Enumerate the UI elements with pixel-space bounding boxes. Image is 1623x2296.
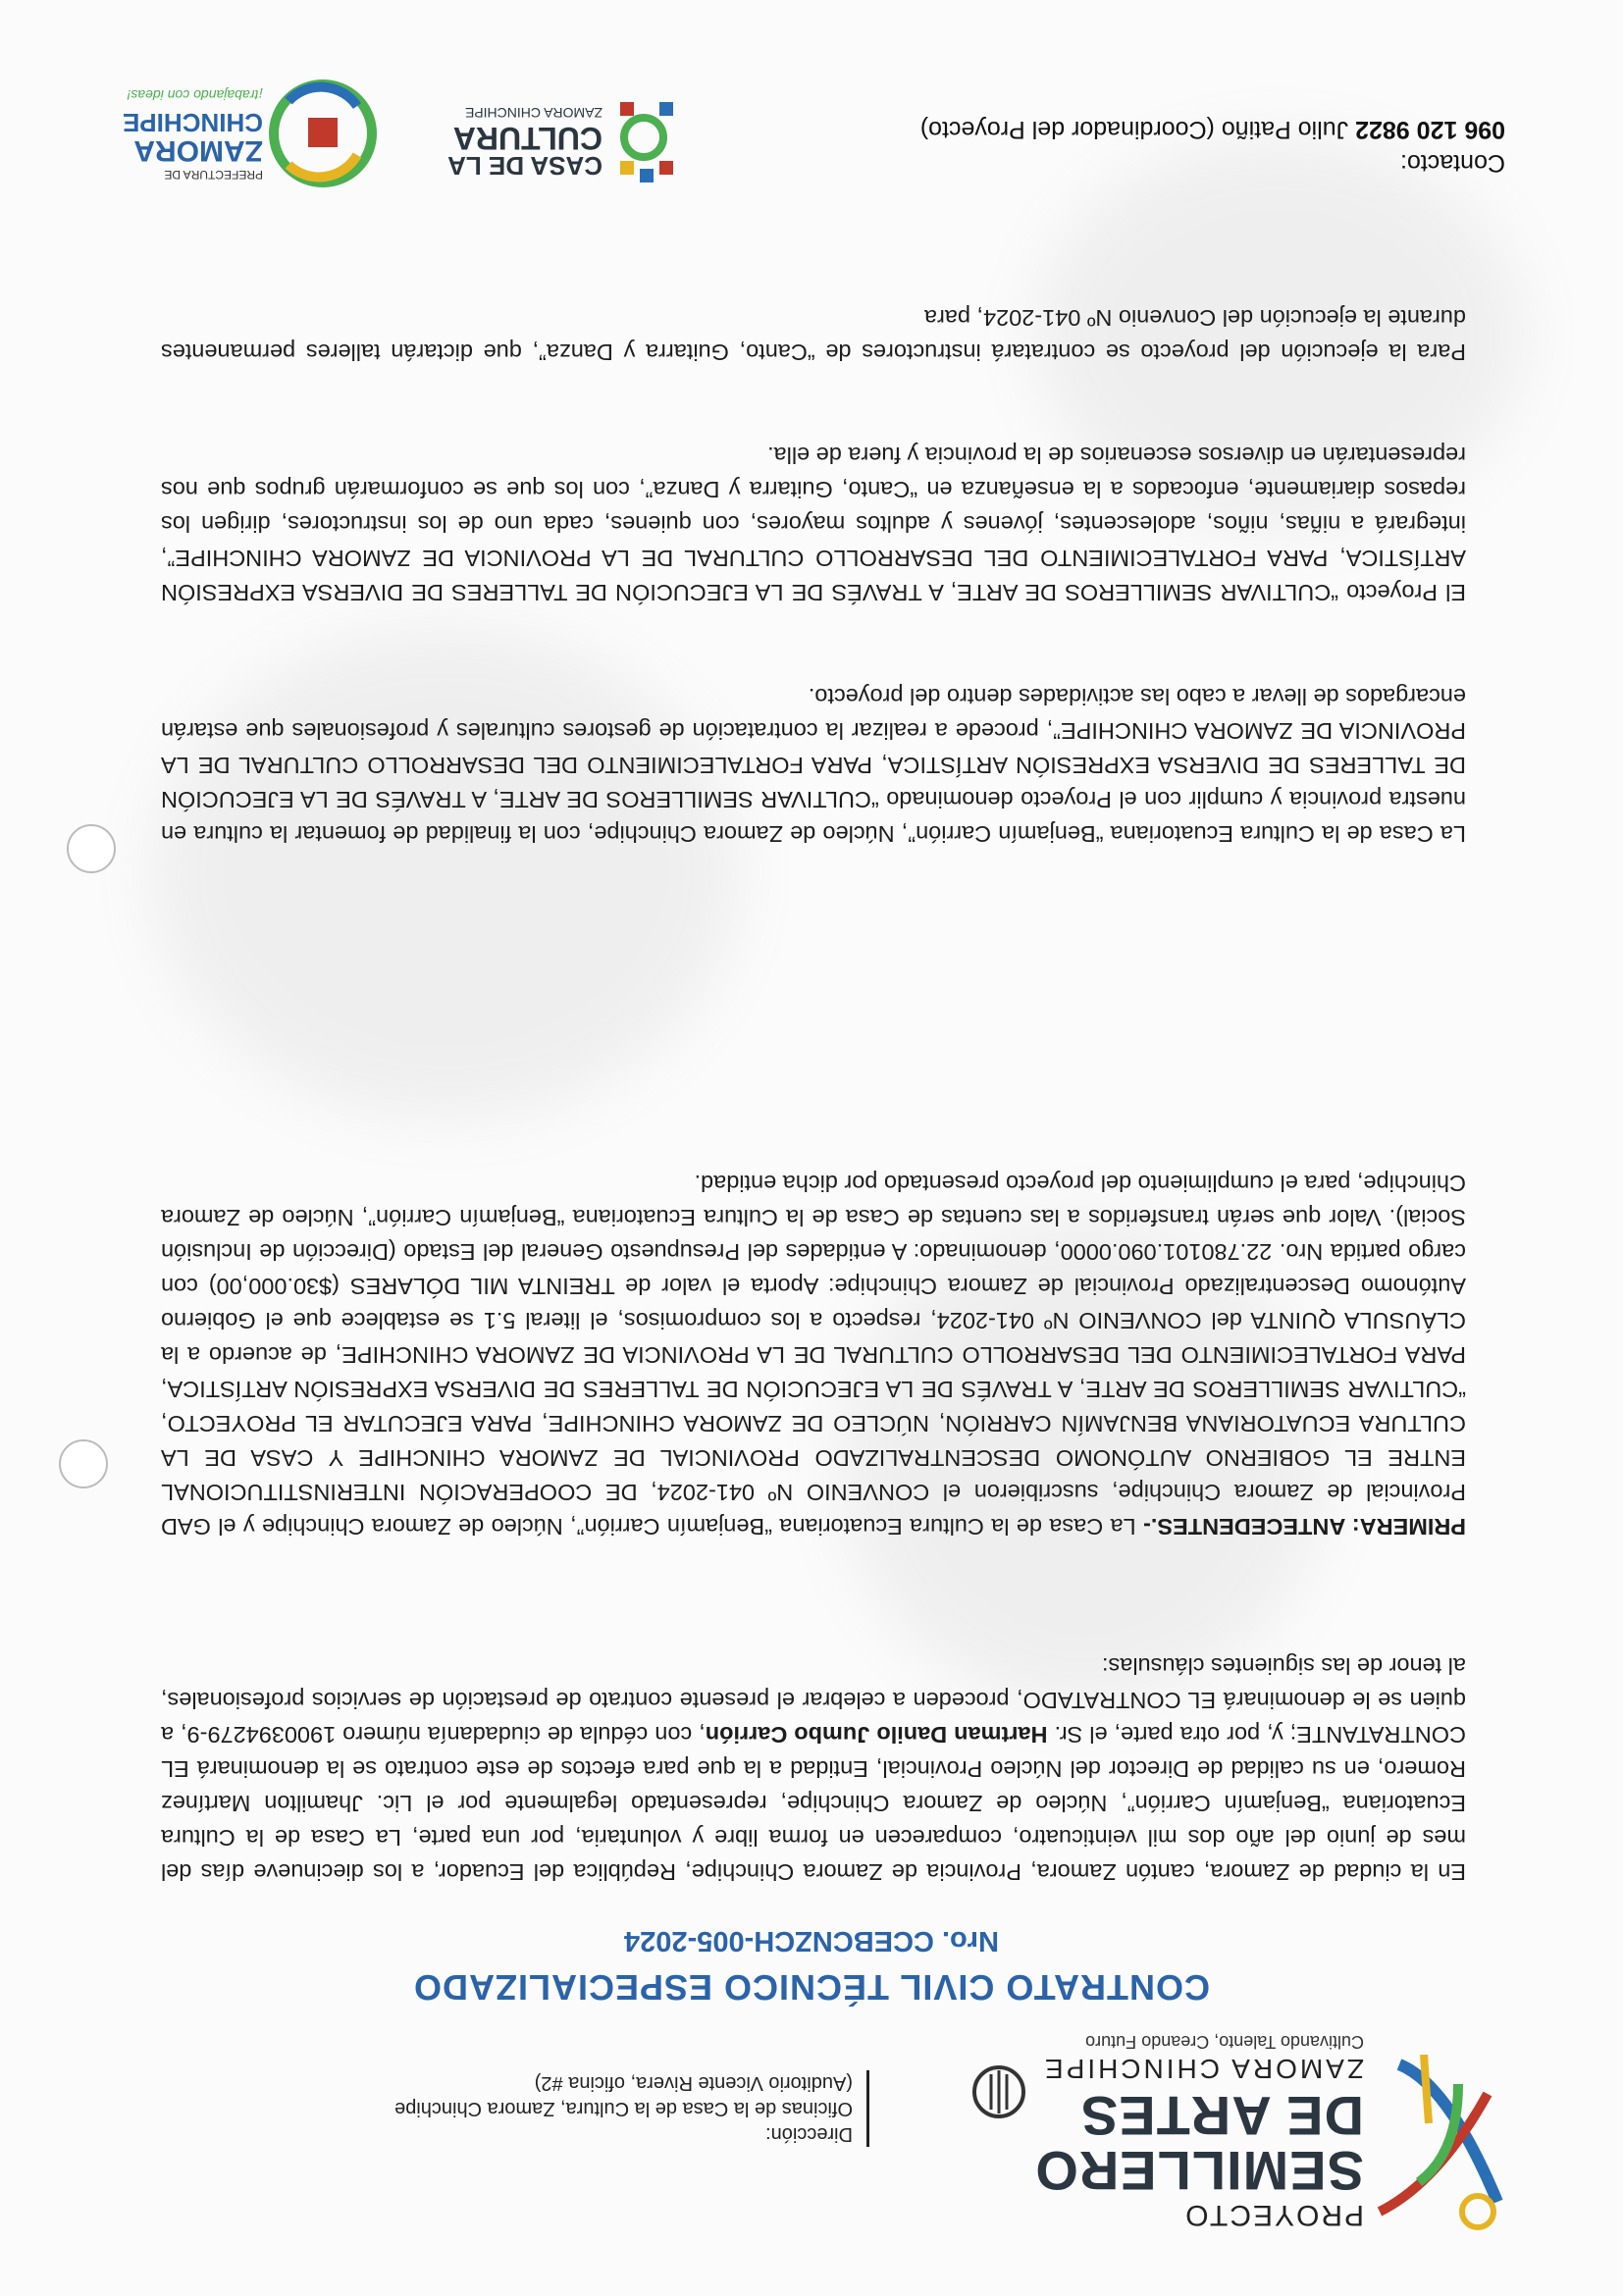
address-block [394,2070,869,2147]
contract-number: Nro. CCEBCNZCH-005-2024 [624,1925,999,1957]
contractor-name: Hartman Danilo Jumbo Carrión [705,1722,1048,1748]
prefectura-logo [102,67,377,194]
casa-line3: ZAMORA CHINCHIPE [464,105,602,121]
gad-line2: CHINCHIPE [122,108,263,137]
paragraph-3: El Proyecto “CULTIVAR SEMILLEROS DE ARTE, A TRAVÉS DE LA EJECUCIÓN DE TALLERES DE DIVERSA EXPRESIÓN ARTÍSTICA, PARA FORTALECIMIENTO DEL DESARROLLO CULTURAL DE LA PROVINCIA DE ZAMORA CHINCHIPE”, integrará a niñas, niños, adolescentes, jóvenes y adultos mayores, con quienes, cada uno de los instructores, dirigen los repasos diariamente, enfocados a la enseñanza en “Canto, Guitarra y Danza”, con los que se conformarán grupos que nos representarán en diversos escenarios de la provincia y fuera de ella. [161,443,1466,605]
gad-slogan: ¡trabajando con ideas! [127,87,263,103]
contact-line [920,115,1505,143]
semillero-logo-icon [1370,2055,1517,2241]
casa-de-la-cultura-logo [416,86,681,194]
document-header [104,2032,1517,2241]
paragraph-4: Para la ejecución del proyecto se contratará instructores de “Canto, Guitarra y Danza”, que dictarán talleres permanentes durante la ejecución del Convenio Nº 041-2024, para [161,305,1466,365]
guitar-seal-icon [971,2064,1026,2119]
document-footer [92,29,1505,182]
contact-phone: 096 120 9822 [1355,116,1505,143]
gad-line1: ZAMORA [133,134,263,167]
project-name-line1: SEMILLERO [1034,2140,1364,2202]
casa-line2: CULTURA [452,121,602,156]
contact-name: Julio Patiño (Coordinador del Proyecto) [919,116,1356,143]
gad-small: PREFECTURA DE [164,168,263,182]
clause-heading: PRIMERA: ANTECEDENTES.- [1143,1514,1466,1539]
project-slogan: Cultivando Talento, Creando Futuro [1085,2032,1364,2052]
contact-label: Contacto: [1399,149,1505,177]
punch-hole [59,1439,108,1488]
project-region: ZAMORA CHINCHIPE [1041,2054,1364,2084]
project-title-block [1034,2031,1364,2231]
address-line2: (Auditorio Vicente Rivera, oficina #2) [534,2072,853,2094]
clause-first: PRIMERA: ANTECEDENTES.- La Casa de la Cultura Ecuatoriana “Benjamín Carrión”, Núcleo de Zamora Chinchipe y el GAD Provincial de Zamora Chinchipe, suscribieron el CONVENIO Nº 041-2024, DE COOPERACIÓN INTERINSTITUCIONAL ENTRE EL GOBIERNO AUTÓNOMO DESCENTRALIZADO PROVINCIAL DE ZAMORA CHINCHIPE Y CASA DE LA CULTURA ECUATORIANA BENJAMÍN CARRIÓN, NÚCLEO DE ZAMORA CHINCHIPE, PARA EJECUTAR EL PROYECTO, “CULTIVAR SEMILLEROS DE ARTE, A TRAVÉS DE LA EJECUCIÓN DE TALLERES DE DIVERSA EXPRESIÓN ARTÍSTICA, PARA FORTALECIMIENTO DEL DESARROLLO CULTURAL DE LA PROVINCIA DE ZAMORA CHINCHIPE, de acuerdo a la CLÁUSULA QUINTA del CONVENIO Nº 041-2024, respecto a los compromisos, el literal 5.1 se establece que el Gobierno Autónomo Descentralizado Provincial de Zamora Chinchipe: Aporta el valor de TREINTA MIL DÓLARES ($30.000,00) con cargo partida Nro. 22.780101.090.0000, denominado: A entidades del Presupuesto General del Estado (Dirección de Inclusión Social). Valor que serán transferidos a las cuentas de Casa de la Cultura Ecuatoriana “Benjamín Carrión”, Núcleo de Zamora Chinchipe, para el cumplimiento del proyecto presentado por dicha entidad. [160,1171,1466,1539]
intro-paragraph: En la ciudad de Zamora, cantón Zamora, Provincia de Zamora Chinchipe, República del Ecuador, a los diecinueve días del mes de junio del año dos mil veinticuatro, comparecen en forma libre y voluntaria, por una parte, La Casa de la Cultura Ecuatoriana “Benjamín Carrión”, Núcleo de Zamora Chinchipe, representado legalmente por el Lic. Jhamilton Martínez Romero, en su calidad de Director del Núcleo Provincial, Entidad a la que para efectos de este contrato se la denominará EL CONTRATANTE; y, por otra parte, el Sr. Hartman Danilo Jumbo Carrión, con cédula de ciudadanía número 1900394279-9, a quien se le denominará EL CONTRATADO, proceden a celebrar el presente contrato de prestación de servicios profesionales, al tenor de las siguientes cláusulas: [160,1653,1466,1885]
paragraph-2: La Casa de la Cultura Ecuatoriana “Benjamín Carrión”, Núcleo de Zamora Chinchipe, con la finalidad de fomentar la cultura en nuestra provincia y cumplir con el Proyecto denominado “CULTIVAR SEMILLEROS DE ARTE, A TRAVÉS DE LA EJECUCIÓN DE TALLERES DE DIVERSA EXPRESIÓN ARTÍSTICA, PARA FORTALECIMIENTO DEL DESARROLLO CULTURAL DE LA PROVINCIA DE ZAMORA CHINCHIPE”, procede a realizar la contratación de gestores culturales y profesionales que estarán encargados de llevar a cabo las actividades dentro del proyecto. [161,684,1466,847]
punch-hole [67,824,116,873]
project-small-label: PROYECTO [1183,2199,1364,2231]
project-name-line2: DE ARTES [1079,2085,1364,2147]
contract-title: CONTRATO CIVIL TÉCNICO ESPECIALIZADO [412,1967,1211,2008]
address-label: Dirección: [765,2123,853,2145]
casa-line1: CASA DE LA [447,151,602,181]
address-line1: Oficinas de la Casa de la Cultura, Zamora Chinchipe [394,2098,853,2119]
casa-cultura-emblem-icon [620,102,673,183]
prefectura-emblem-icon [274,84,372,183]
